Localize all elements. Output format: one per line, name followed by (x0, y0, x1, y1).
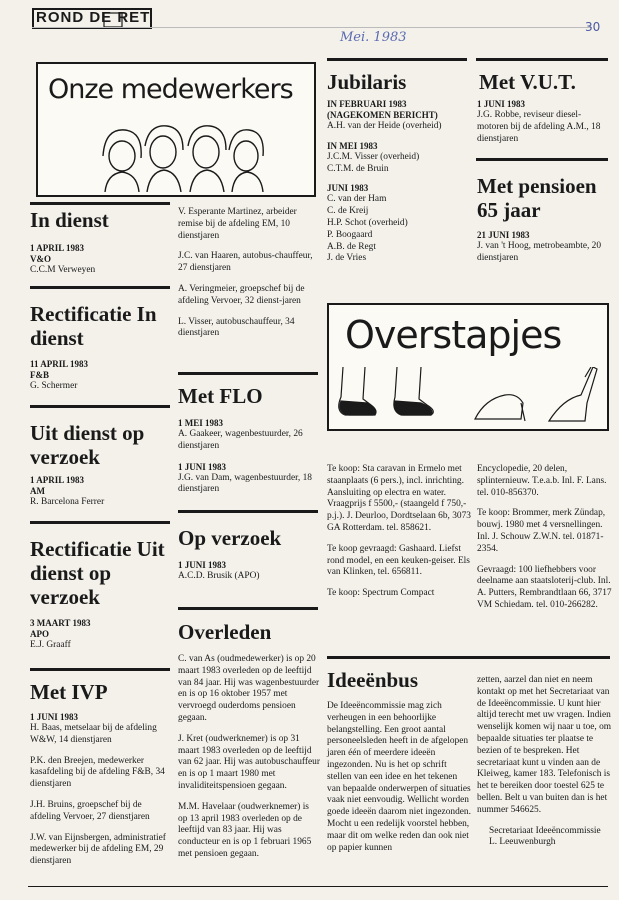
ideeenbus-right-text: zetten, aarzel dan niet en neem kontakt op met het Secretariaat van de Ideeëncommissie. U kunt hier altijd terecht met uw vragen. Indien wenselijk komen wij naar u toe, om bepaalde situaties ter plaatse te bezien of te bespreken. Het secretariaat kunt u vinden aan de Kleiweg, kamer 183. Telefonisch is het te bereiken door toestel 625 te bellen. Belt u van buiten dan is het nummer 546625. (477, 675, 612, 815)
shoes-illustration-icon (335, 367, 605, 429)
rectificatie2-name: E.J. Graaff (30, 640, 71, 650)
in-dienst-name: C.C.M Verweyen (30, 265, 96, 275)
ideeenbus-left-text: De Ideeëncommissie mag zich verheugen in een behoorlijke belangstelling. Een groot aantal personeelsleden heeft in de afgelopen jaren één of meerdere ideeën ingezonden. Nu is het op schrift stellen van een idee en het tekenen van bepaalde onderwerpen of situaties vaak niet eenvoudig. Wellicht worden goede ideeën daarom niet ingezonden. Mocht u een redelijk voorstel hebben, maar dit om welke reden dan ook niet op papier kunnen (327, 701, 471, 853)
in-dienst-date: 1 APRIL 1983 (30, 243, 85, 253)
rule (476, 158, 608, 161)
masthead-logo (32, 7, 152, 27)
overstapjes-right-section (477, 464, 612, 621)
met-vut-date: 1 JUNI 1983 (477, 99, 526, 109)
met-ivp-date: 1 JUNI 1983 (30, 712, 79, 722)
masthead-title: ROND DE RET (36, 9, 151, 26)
heading-op-verzoek: Op verzoek (178, 526, 282, 550)
heading-met-pensioen: Met pensioen 65 jaar (477, 174, 597, 222)
overleden-entry: C. van As (oudmedewerker) is op 20 maart 1983 overleden op de leeftijd van 84 jaar. Hij was wagenbestuurder en is op 16 oktober 1957 met vervroegd ouderdoms pensioen gegaan. (178, 654, 320, 723)
col2-entry: V. Esperante Martinez, arbeider remise bij de afdeling EM, 10 dienstjaren (178, 207, 297, 241)
met-ivp-entry: H. Baas, metselaar bij de afdeling W&W, 14 dienstjaren (30, 723, 157, 745)
banner-title: Overstapjes (345, 313, 562, 357)
met-ivp-entry: J.W. van Eijnsbergen, administratief medewerker bij de afdeling EM, 29 dienstjaren (30, 832, 166, 867)
heading-ideeenbus: Ideeënbus (327, 668, 419, 692)
overleden-section (178, 654, 320, 870)
met-flo-entry: A. Gaakeer, wagenbestuurder, 26 dienstjaren (178, 429, 303, 451)
met-vut-section (477, 99, 609, 145)
rule (178, 607, 318, 610)
rectificatie1-dept: F&B (30, 370, 49, 380)
bottom-rule (28, 886, 608, 887)
rule (476, 58, 608, 61)
jubilaris-name: A.B. de Regt (327, 241, 376, 252)
ad-item: Te koop: Spectrum Compact (327, 588, 435, 599)
met-ivp-entry: P.K. den Breejen, medewerker kasafdeling bij de afdeling F&B, 34 dienstjaren (30, 755, 165, 790)
rule (30, 521, 170, 524)
rectificatie2-dept: APO (30, 629, 49, 639)
masthead-underline (32, 27, 592, 28)
ideeenbus-right-section (477, 675, 612, 849)
rectificatie2-section (30, 618, 170, 652)
ideeenbus-signature-name: L. Leeuwenburgh (489, 837, 556, 848)
met-flo-section (178, 418, 318, 505)
met-ivp-section (30, 712, 170, 877)
heading-uit-dienst: Uit dienst op verzoek (30, 421, 145, 469)
banner-title: Onze medewerkers (48, 74, 293, 105)
jubilaris-name: C. de Kreij (327, 206, 369, 217)
banner-onze-medewerkers (36, 62, 316, 197)
uit-dienst-name: R. Barcelona Ferrer (30, 497, 105, 507)
rectificatie1-name: G. Schermer (30, 381, 78, 391)
op-verzoek-date: 1 JUNI 1983 (178, 560, 227, 570)
rectificatie1-date: 11 APRIL 1983 (30, 359, 89, 369)
ad-item: Encyclopedie, 20 delen, splinternieuw. T.e.a.b. Inl. F. Lans. tel. 010-856370. (477, 464, 607, 498)
people-illustration-icon (93, 116, 273, 192)
uit-dienst-dept: AM (30, 486, 45, 496)
overleden-entry: M.M. Havelaar (oudwerknemer) is op 13 april 1983 overleden op de leeftijd van 83 jaar. Hij was conducteur en is op 1 februari 1965 met pensioen gegaan. (178, 801, 312, 859)
rule (327, 656, 610, 659)
op-verzoek-section (178, 560, 318, 583)
col2-entry: L. Visser, autobuschauffeur, 34 dienstjaren (178, 316, 295, 339)
jubilaris-name: A.H. van der Heide (overheid) (327, 121, 442, 131)
rule (178, 510, 318, 513)
jubilaris-date: JUNI 1983 (327, 183, 369, 194)
date-stamp: Mei. 1983 (340, 30, 407, 45)
met-flo-date: 1 MEI 1983 (178, 418, 223, 428)
uit-dienst-date: 1 APRIL 1983 (30, 475, 85, 485)
jubilaris-name: J. de Vries (327, 253, 367, 264)
met-vut-entry: J.G. Robbe, reviseur diesel-motoren bij de afdeling A.M., 18 dienstjaren (477, 110, 601, 144)
heading-in-dienst: In dienst (30, 208, 109, 232)
overleden-entry: J. Kret (oudwerknemer) is op 31 maart 1983 overleden op de leeftijd van 62 jaar. Hij was autobuschauffeur en is op 1 maart 1980 met invaliditeitspensioen gegaan. (178, 733, 320, 791)
ad-item: Te koop gevraagd: Gashaard. Liefst rond model, en een keuken-geiser. Els van Klinken, tel. 656811. (327, 543, 470, 578)
in-dienst-section (30, 243, 170, 277)
heading-met-flo: Met FLO (178, 384, 263, 408)
jubilaris-name: C. van der Ham (327, 194, 387, 205)
met-pensioen-date: 21 JUNI 1983 (477, 230, 530, 240)
op-verzoek-entry: A.C.D. Brusik (APO) (178, 571, 260, 581)
jubilaris-name: C.T.M. de Bruin (327, 163, 389, 174)
jubilaris-name: P. Boogaard (327, 229, 373, 240)
rule (30, 668, 170, 671)
jubilaris-name: J.C.M. Visser (overheid) (327, 151, 420, 162)
rule (30, 286, 170, 289)
met-pensioen-section (477, 230, 609, 265)
rule (30, 202, 170, 205)
met-pensioen-entry: J. van 't Hoog, metrobeambte, 20 dienstjaren (477, 241, 602, 263)
overstapjes-left-section (327, 464, 472, 609)
col2-entry: J.C. van Haaren, autobus-chauffeur, 27 dienstjaren (178, 251, 313, 274)
ad-item: Te koop: Brommer, merk Zündap, bouwj. 1980 met 4 versnellingen. Inl. J. Schouw Z.W.N. tel. 01871-2354. (477, 508, 606, 554)
rule (327, 58, 467, 61)
rectificatie2-date: 3 MAART 1983 (30, 618, 91, 628)
jubilaris-section (327, 99, 469, 265)
heading-jubilaris: Jubilaris (327, 70, 407, 94)
jubilaris-date: IN FEBRUARI 1983 (NAGEKOMEN BERICHT) (327, 99, 438, 120)
met-flo-date: 1 JUNI 1983 (178, 461, 227, 472)
heading-rectificatie-in-dienst: Rectificatie In dienst (30, 302, 157, 350)
jubilaris-name: H.P. Schot (overheid) (327, 217, 408, 228)
rule (178, 372, 318, 375)
met-flo-entry: J.G. van Dam, wagenbestuurder, 18 dienstjaren (178, 472, 312, 495)
heading-met-ivp: Met IVP (30, 680, 108, 704)
heading-met-vut: Met V.U.T. (479, 70, 576, 94)
ad-item: Gevraagd: 100 liefhebbers voor deelname aan staatsloterij-club. Inl. A. Putters, Rembrandtlaan 66, 3717 VM Schiedam. tel. 010-266282. (477, 564, 612, 610)
in-dienst-dept: V&O (30, 254, 51, 264)
page-number: 30 (585, 20, 601, 34)
heading-rectificatie-uit-dienst: Rectificatie Uit dienst op verzoek (30, 537, 165, 609)
banner-overstapjes (327, 303, 609, 431)
col2-entry: A. Veringmeier, groepschef bij de afdeling Vervoer, 32 dienst-jaren (178, 283, 305, 306)
met-ivp-entry: J.H. Bruins, groepschef bij de afdeling Vervoer, 27 dienstjaren (30, 799, 150, 822)
jubilaris-date: IN MEI 1983 (327, 140, 378, 151)
ad-item: Te koop: Sta caravan in Ermelo met staanplaats (6 pers.), incl. inrichting. Aansluiting op electra en water. Vraagprijs f 5500,- (staangeld f 750,- p.j.). J. Deurloo, Dordtselaan 6b, 3073 GA Rotterdam. tel. 858621. (327, 464, 471, 533)
rule (30, 405, 170, 408)
rectificatie1-section (30, 359, 170, 393)
heading-overleden: Overleden (178, 620, 272, 644)
ideeenbus-signature: Secretariaat Ideeëncommissie (489, 825, 601, 836)
uit-dienst-section (30, 475, 170, 509)
col2-top-section (178, 207, 318, 349)
